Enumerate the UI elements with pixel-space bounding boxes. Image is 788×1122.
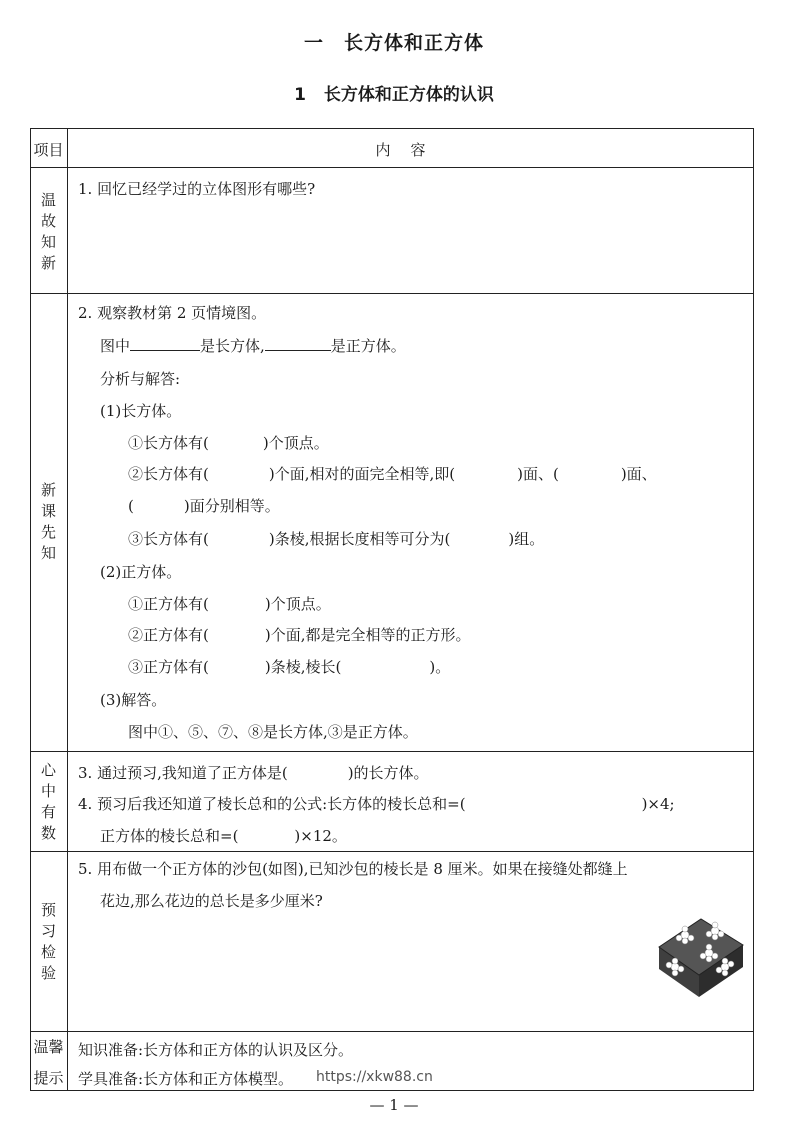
part-3-answer: 图中①、⑤、⑦、⑧是长方体,③是正方体。 — [128, 723, 418, 741]
row-divider — [30, 293, 754, 294]
part-1-b: ②长方体有( )个面,相对的面完全相等,即( )面、( )面、 — [128, 465, 657, 483]
row-divider — [30, 751, 754, 752]
part-2-a: ①正方体有( )个顶点。 — [128, 595, 331, 613]
header-content: 内容 — [375, 141, 446, 159]
chapter-title: 一 长方体和正方体 — [303, 32, 484, 54]
analysis-heading: 分析与解答: — [100, 370, 181, 388]
question-1: 1. 回忆已经学过的立体图形有哪些? — [78, 180, 316, 198]
label-review: 温故知新 — [40, 191, 56, 272]
tip-knowledge: 知识准备:长方体和正方体的认识及区分。 — [78, 1041, 354, 1059]
row-divider — [30, 1031, 754, 1032]
row-divider — [30, 851, 754, 852]
part-1-a: ①长方体有( )个顶点。 — [128, 434, 329, 452]
answer-blank[interactable] — [130, 336, 200, 351]
row-divider — [30, 167, 754, 168]
label-preview-check: 预习检验 — [40, 901, 56, 982]
label-in-mind: 心中有数 — [40, 761, 56, 842]
question-4: 4. 预习后我还知道了棱长总和的公式:长方体的棱长总和=( )×4; — [78, 795, 675, 813]
fill-line: 图中 是长方体, 是正方体。 — [100, 337, 406, 355]
page-number: — 1 — — [369, 1096, 419, 1114]
part-2-b: ②正方体有( )个面,都是完全相等的正方形。 — [128, 626, 471, 644]
part-2-c: ③正方体有( )条棱,棱长( )。 — [128, 658, 451, 676]
question-5: 5. 用布做一个正方体的沙包(如图),已知沙包的棱长是 8 厘米。如果在接缝处都缝上 — [78, 860, 628, 878]
label-tips-1: 温馨 — [33, 1038, 64, 1056]
label-tips-2: 提示 — [33, 1069, 64, 1087]
lesson-number: 1 — [294, 85, 306, 105]
answer-blank[interactable] — [265, 336, 331, 351]
header-project: 项目 — [33, 141, 64, 159]
question-3: 3. 通过预习,我知道了正方体是( )的长方体。 — [78, 764, 429, 782]
question-2: 2. 观察教材第 2 页情境图。 — [78, 304, 267, 322]
watermark-url: https://xkw88.cn — [316, 1069, 433, 1085]
sandbag-cube-image — [655, 905, 747, 1000]
tip-materials: 学具准备:长方体和正方体模型。 — [78, 1070, 294, 1088]
part-1-c: ③长方体有( )条棱,根据长度相等可分为( )组。 — [128, 530, 545, 548]
question-4-cont: 正方体的棱长总和=( )×12。 — [100, 827, 347, 845]
question-5-cont: 花边,那么花边的总长是多少厘米? — [100, 892, 323, 910]
part-1-b-cont: ( )面分别相等。 — [128, 497, 280, 515]
lesson-title-text: 长方体和正方体的认识 — [323, 85, 494, 105]
label-new-lesson: 新课先知 — [40, 481, 56, 562]
part-3-heading: (3)解答。 — [100, 691, 167, 709]
column-divider — [67, 128, 68, 1091]
lesson-title — [0, 80, 788, 105]
part-2-heading: (2)正方体。 — [100, 563, 182, 581]
part-1-heading: (1)长方体。 — [100, 402, 182, 420]
